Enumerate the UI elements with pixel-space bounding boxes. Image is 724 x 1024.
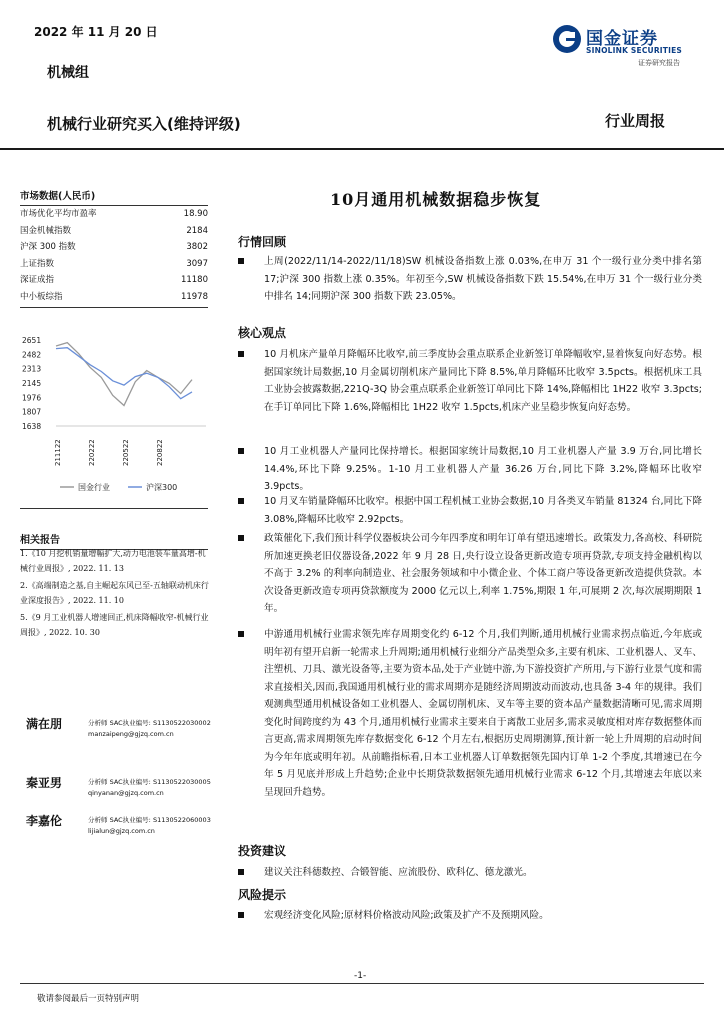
x-tick-label: 220522 <box>122 439 130 466</box>
y-tick-label: 1807 <box>22 407 42 417</box>
bullet-icon <box>238 448 244 454</box>
market-row: 中小板综指 11978 <box>20 291 208 302</box>
analyst-email[interactable]: manzaipeng@gjzq.com.cn <box>88 730 174 738</box>
sector-rating: 机械行业研究买入(维持评级) <box>47 115 241 133</box>
y-tick-label: 1638 <box>22 422 42 431</box>
section-heading-risk: 风险提示 <box>238 888 287 902</box>
company-logo <box>552 22 702 72</box>
bullet-icon <box>238 498 244 504</box>
index-chart-svg <box>20 330 208 502</box>
section-heading-review: 行情回顾 <box>238 235 287 249</box>
related-report-item[interactable]: 1.《10 月挖机销量增幅扩大,动力电池装车量高增-机械行业周报》, 2022. 11. 13 <box>20 549 206 573</box>
related-reports-title: 相关报告 <box>20 531 208 550</box>
logo-name-cn: 国金证券 <box>586 29 658 49</box>
footer-divider <box>20 983 704 984</box>
section-heading-views: 核心观点 <box>238 326 287 340</box>
report-date: 2022 年 11 月 20 日 <box>34 25 158 39</box>
y-tick-label: 1976 <box>22 393 42 403</box>
view-paragraph: 中游通用机械行业需求领先库存周期变化约 6-12 个月,我们判断,通用机械行业需求拐点临近,今年底或明年初有望开启新一轮需求上升周期;通用机械行业细分产品类型众多,主要有机床、工业机器人、叉车、注塑机、刀具、激光设备等,主要为资本品,处于产业链中游,为下游投资扩产所用,与下游行业景气度和需求直接相关,因而,我国通用机械行业的需求周期亦是随经济周期波动而波动,也具备 3-4 年的规律。我们观测典型通用机械设备如工业机器人、金属切削机床、叉车等主要的资本品产量数据清晰可见,需求周期变化时间跨度约为 43 个月,通用机械行业需求主要来自于离散工业居多,需求灵敏度相对库存数据整体而言更高,需求周期领先库存数据变化 6-12 个月左右,根据历史周期测算,预计新一轮上升周期的启动时间为今年年底或明年初。从前瞻指标看,日本工业机器人订单数据领先国内订单 1-2 个季度,其增速已在今年 5 月见底并形成上升趋势;企业中长期贷款数据领先通用机械行业需求 6-12 个月,其增速去年底以来呈现回升趋势。 <box>238 626 702 846</box>
research-group: 机械组 <box>47 65 89 81</box>
advice-paragraph: 建议关注科德数控、合锻智能、应流股份、欧科亿、德龙激光。 <box>238 864 702 884</box>
risk-paragraph: 宏观经济变化风险;原材料价格波动风险;政策及扩产不及预期风险。 <box>238 907 702 927</box>
view-paragraph: 10 月叉车销量降幅环比收窄。根据中国工程机械工业协会数据,10 月各类叉车销量 81324 台,同比下降 3.08%,降幅环比收窄 2.92pcts。 <box>238 493 702 531</box>
bullet-icon <box>238 631 244 637</box>
legend-label: 国金行业 <box>78 483 110 492</box>
logo-name-en: SINOLINK SECURITIES <box>586 46 683 55</box>
bullet-icon <box>238 258 244 264</box>
bullet-icon <box>238 351 244 357</box>
y-tick-label: 2313 <box>22 364 42 374</box>
review-paragraph: 上周(2022/11/14-2022/11/18)SW 机械设备指数上涨 0.03%,在申万 31 个一级行业分类中排名第 17;沪深 300 指数上涨 0.35%。年初至今,SW 机械设备指数下跌 15.54%,在申万 31 个一级行业分类中排名 14;同期沪深 300 指数下跌 23.05%。 <box>238 253 702 323</box>
market-row: 沪深 300 指数 3802 <box>20 242 208 252</box>
page-number: -1- <box>354 971 367 981</box>
y-tick-label: 2482 <box>22 350 42 360</box>
x-tick-label: 220822 <box>156 439 164 466</box>
series-line-沪深300 <box>56 348 192 399</box>
market-row: 市场优化平均市盈率 18.90 <box>20 209 208 219</box>
bullet-icon <box>238 912 244 918</box>
bullet-icon <box>238 869 244 875</box>
related-report-item[interactable]: 2.《高端制造之基,自主崛起东风已至-五轴联动机床行业深度报告》, 2022. 11. 10 <box>20 581 209 605</box>
market-row: 上证指数 3097 <box>20 258 208 269</box>
chart-divider <box>20 508 208 509</box>
index-chart <box>20 330 208 502</box>
report-title: 10月通用机械数据稳步恢复 <box>330 190 542 209</box>
footer-disclaimer[interactable]: 敬请参阅最后一页特别声明 <box>37 994 140 1004</box>
view-paragraph: 10 月工业机器人产量同比保持增长。根据国家统计局数据,10 月工业机器人产量 3.9 万台,同比增长 14.4%,环比下降 9.25%。1-10 月工业机器人产量 36.26 万台,同比下降 3.2%,降幅环比收窄 3.9pcts。 <box>238 443 702 499</box>
report-category: 证券研究报告 <box>638 59 680 67</box>
analyst-name: 李嘉伦 <box>26 814 63 828</box>
legend-label: 沪深300 <box>146 483 178 492</box>
related-report-item[interactable]: 5.《9 月工业机器人增速回正,机床降幅收窄-机械行业周报》, 2022. 10. 30 <box>20 613 209 637</box>
header-divider <box>0 148 724 150</box>
market-row: 国金机械指数 2184 <box>20 225 208 236</box>
y-tick-label: 2651 <box>22 336 42 345</box>
analyst-cert: 分析师 SAC执业编号: S1130522030005 <box>88 778 211 786</box>
view-paragraph: 10 月机床产量单月降幅环比收窄,前三季度协会重点联系企业新签订单降幅收窄,显着恢复向好态势。根据国家统计局数据,10 月金属切削机床产量同比下降 8.5%,单月降幅环比收窄 3.5pcts。根据机床工具工业协会披露数据,221Q-3Q 协会重点联系企业新签订单同比下降 14%,降幅相比 1H22 收窄 3.3pcts;在手订单同比下降 1.6%,降幅相比 1H22 收窄 1.5pcts,机床产业呈稳步恢复向好态势。 <box>238 346 702 456</box>
analyst-cert: 分析师 SAC执业编号: S1130522060003 <box>88 816 211 824</box>
x-tick-label: 211122 <box>54 439 62 466</box>
series-line-国金行业 <box>56 343 192 406</box>
analyst-name: 满在朋 <box>26 717 63 731</box>
market-row: 深证成指 11180 <box>20 275 208 285</box>
logo-icon <box>552 24 582 54</box>
report-type: 行业周报 <box>605 112 666 130</box>
section-heading-advice: 投资建议 <box>238 844 287 858</box>
analyst-cert: 分析师 SAC执业编号: S1130522030002 <box>88 719 211 727</box>
analyst-email[interactable]: lijialun@gjzq.com.cn <box>88 827 155 835</box>
bullet-icon <box>238 535 244 541</box>
market-data-title: 市场数据(人民币) <box>20 188 208 206</box>
market-data-panel <box>20 188 208 308</box>
market-data-divider <box>20 307 208 308</box>
y-tick-label: 2145 <box>22 378 42 388</box>
analyst-email[interactable]: qinyanan@gjzq.com.cn <box>88 789 164 797</box>
analyst-name: 秦亚男 <box>26 776 63 790</box>
x-tick-label: 220222 <box>88 439 96 466</box>
view-paragraph: 政策催化下,我们预计科学仪器板块公司今年四季度和明年订单有望迅速增长。政策发力,各高校、科研院所加速更换老旧仪器设备,2022 年 9 月 28 日,央行设立设备更新改造专项再贷款,专项支持金融机构以不高于 3.2% 的利率向制造业、社会服务领域和中小微企业、个体工商户等设备更新改造提供贷款。本次设备更新改造专项再贷款额度为 2000 亿元以上,利率 1.75%,期限 1 年,可展期 2 次,每次展期期限 1 年。 <box>238 530 702 622</box>
